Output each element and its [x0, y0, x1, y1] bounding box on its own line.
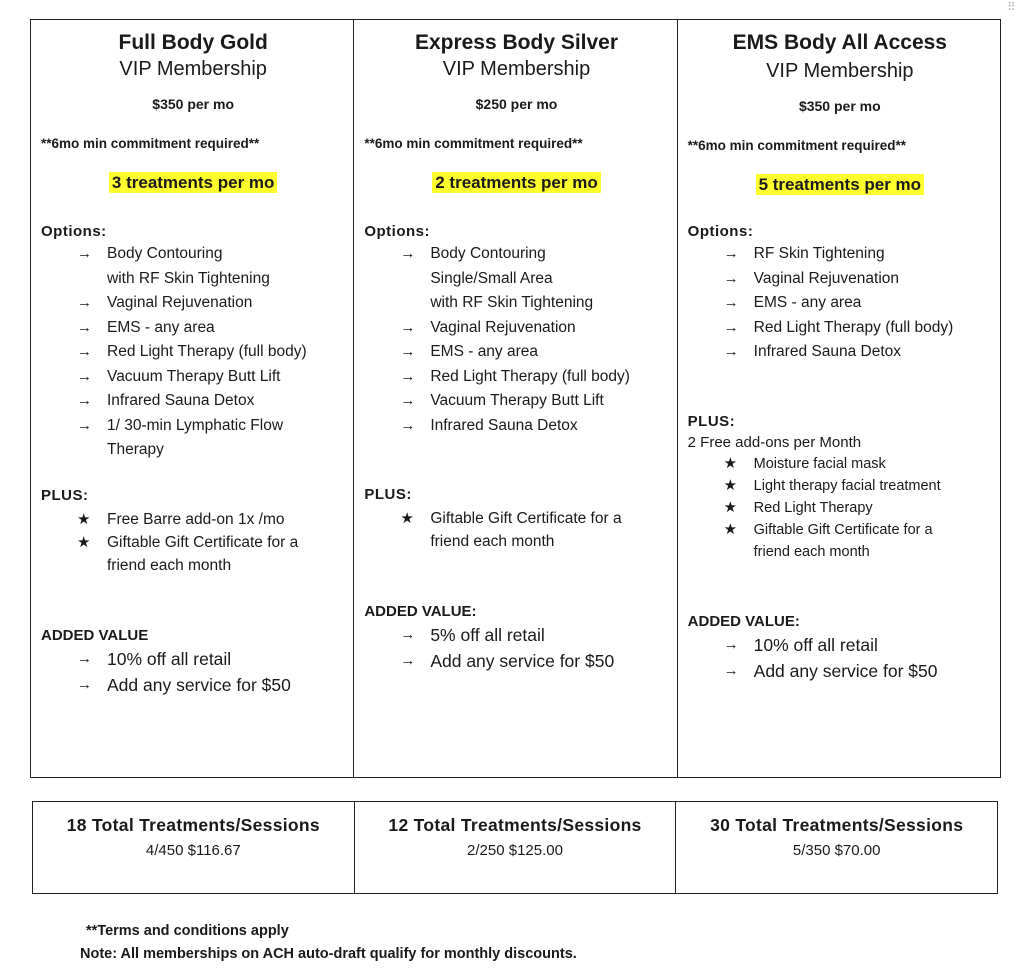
- list-item: → EMS - any area: [688, 291, 992, 316]
- arrow-icon: →: [723, 294, 739, 311]
- options-label: Options:: [364, 223, 430, 240]
- list-item: ★ Free Barre add-on 1x /mo: [41, 508, 345, 531]
- list-item: ★ Giftable Gift Certificate for a friend each month: [723, 520, 933, 560]
- plus-label: PLUS:: [687, 412, 736, 430]
- arrow-icon: →: [77, 675, 92, 693]
- star-icon: ★: [723, 454, 738, 472]
- star-icon: ★: [77, 510, 91, 528]
- added-value-label: ADDED VALUE:: [687, 612, 800, 630]
- added-value-label: ADDED VALUE: [41, 626, 149, 644]
- plan-subtitle: VIP Membership: [766, 60, 914, 82]
- plan-title: EMS Body All Access: [732, 31, 947, 54]
- totals-cell: [33, 802, 355, 893]
- plan-subtitle: VIP Membership: [442, 58, 591, 80]
- totals-value: 5/350 $70.00: [792, 842, 881, 859]
- list-item: ★ Giftable Gift Certificate for a friend each month: [41, 531, 345, 577]
- list-item: → EMS - any area: [364, 340, 668, 365]
- drag-handle-icon[interactable]: ⠿: [1007, 0, 1016, 14]
- plan-price: $350 per mo: [152, 96, 235, 112]
- list-item: → Body Contouring with RF Skin Tightening: [41, 242, 345, 291]
- arrow-icon: →: [77, 318, 92, 336]
- added-value-list: [41, 646, 345, 698]
- star-icon: ★: [400, 510, 414, 527]
- arrow-icon: →: [400, 652, 416, 669]
- plan-treatments-highlight: 5 treatments per mo: [756, 174, 925, 195]
- list-item: → Infrared Sauna Detox: [364, 414, 668, 439]
- plan-price: $250 per mo: [475, 96, 558, 112]
- options-list: [688, 242, 992, 365]
- plus-list: [688, 453, 992, 563]
- totals-value: 2/250 $125.00: [467, 842, 563, 859]
- list-item: → 10% off all retail: [41, 646, 345, 672]
- plan-treatments-highlight: 3 treatments per mo: [109, 172, 278, 193]
- arrow-icon: →: [723, 635, 739, 653]
- list-item: → Add any service for $50: [364, 648, 668, 674]
- totals-cell: [355, 802, 677, 893]
- arrow-icon: →: [400, 245, 416, 262]
- arrow-icon: →: [723, 245, 739, 262]
- options-list: [364, 242, 668, 438]
- arrow-icon: →: [77, 294, 92, 311]
- plan-title: Express Body Silver: [414, 31, 619, 54]
- options-label: Options:: [41, 223, 107, 240]
- list-item: → RF Skin Tightening: [688, 242, 992, 267]
- list-item: → Infrared Sauna Detox: [41, 389, 345, 414]
- options-list: [41, 242, 345, 463]
- plan-ems-body-all-access: [678, 20, 1000, 777]
- arrow-icon: →: [77, 245, 92, 262]
- list-item: → Add any service for $50: [688, 658, 992, 684]
- plus-subtitle: 2 Free add-ons per Month: [687, 433, 862, 451]
- list-item: → 1/ 30-min Lymphatic Flow Therapy: [41, 414, 345, 463]
- list-item: → Vaginal Rejuvenation: [688, 267, 992, 292]
- added-value-label: ADDED VALUE:: [364, 603, 477, 620]
- added-value-list: [364, 622, 668, 674]
- list-item: → Add any service for $50: [41, 672, 345, 698]
- list-item: → EMS - any area: [41, 316, 345, 341]
- arrow-icon: →: [400, 416, 416, 434]
- footer-notes: [80, 920, 577, 966]
- arrow-icon: →: [77, 416, 92, 434]
- star-icon: ★: [723, 498, 738, 516]
- plan-commitment: **6mo min commitment required**: [364, 136, 583, 151]
- plus-label: PLUS:: [41, 486, 89, 504]
- terms-note: **Terms and conditions apply: [86, 923, 289, 939]
- arrow-icon: →: [400, 367, 416, 385]
- arrow-icon: →: [400, 343, 416, 360]
- list-item: → 10% off all retail: [688, 632, 992, 658]
- list-item: → Vacuum Therapy Butt Lift: [41, 365, 345, 390]
- plan-commitment: **6mo min commitment required**: [41, 136, 260, 151]
- plan-full-body-gold: [31, 20, 354, 777]
- list-item: → 5% off all retail: [364, 622, 668, 648]
- totals-cell: [676, 802, 997, 893]
- list-item: → Vacuum Therapy Butt Lift: [364, 389, 668, 414]
- arrow-icon: →: [723, 269, 739, 287]
- plus-label: PLUS:: [364, 486, 412, 503]
- totals-table: [32, 801, 998, 894]
- arrow-icon: →: [723, 318, 739, 336]
- arrow-icon: →: [77, 343, 92, 360]
- arrow-icon: →: [400, 318, 416, 336]
- plus-list: [364, 507, 668, 553]
- list-item: ★ Giftable Gift Certificate for a friend each month: [364, 507, 668, 553]
- arrow-icon: →: [77, 392, 92, 409]
- list-item: → Red Light Therapy (full body): [364, 365, 668, 390]
- star-icon: ★: [723, 476, 738, 494]
- list-item: → Infrared Sauna Detox: [688, 340, 992, 365]
- arrow-icon: →: [400, 392, 416, 409]
- list-item: → Red Light Therapy (full body): [688, 316, 992, 341]
- list-item: ★ Red Light Therapy: [688, 497, 992, 519]
- arrow-icon: →: [77, 367, 92, 385]
- list-item: → Vaginal Rejuvenation: [41, 291, 345, 316]
- arrow-icon: →: [77, 649, 92, 667]
- totals-title: 18 Total Treatments/Sessions: [66, 815, 320, 835]
- list-item: → Red Light Therapy (full body): [41, 340, 345, 365]
- ach-note: Note: All memberships on ACH auto-draft qualify for monthly discounts.: [80, 946, 577, 962]
- arrow-icon: →: [723, 343, 739, 360]
- totals-title: 30 Total Treatments/Sessions: [710, 815, 964, 835]
- plan-title: Full Body Gold: [118, 31, 268, 54]
- options-label: Options:: [687, 223, 754, 240]
- membership-plans-table: [30, 19, 1001, 778]
- plus-list: [41, 508, 345, 577]
- list-item: → Vaginal Rejuvenation: [364, 316, 668, 341]
- list-item: ★ Light therapy facial treatment: [688, 475, 992, 497]
- added-value-list: [688, 632, 992, 684]
- list-item: ★ Moisture facial mask: [688, 453, 992, 475]
- plan-subtitle: VIP Membership: [119, 58, 267, 80]
- plan-express-body-silver: [354, 20, 677, 777]
- arrow-icon: →: [400, 626, 416, 643]
- plan-commitment: **6mo min commitment required**: [687, 138, 906, 153]
- plan-price: $350 per mo: [798, 98, 881, 114]
- list-item: → Body Contouring Single/Small Area with RF Skin Tightening: [364, 242, 668, 316]
- totals-title: 12 Total Treatments/Sessions: [388, 815, 642, 835]
- arrow-icon: →: [723, 661, 739, 679]
- totals-value: 4/450 $116.67: [145, 842, 241, 859]
- plan-treatments-highlight: 2 treatments per mo: [432, 172, 601, 193]
- star-icon: ★: [723, 520, 738, 538]
- star-icon: ★: [77, 533, 91, 551]
